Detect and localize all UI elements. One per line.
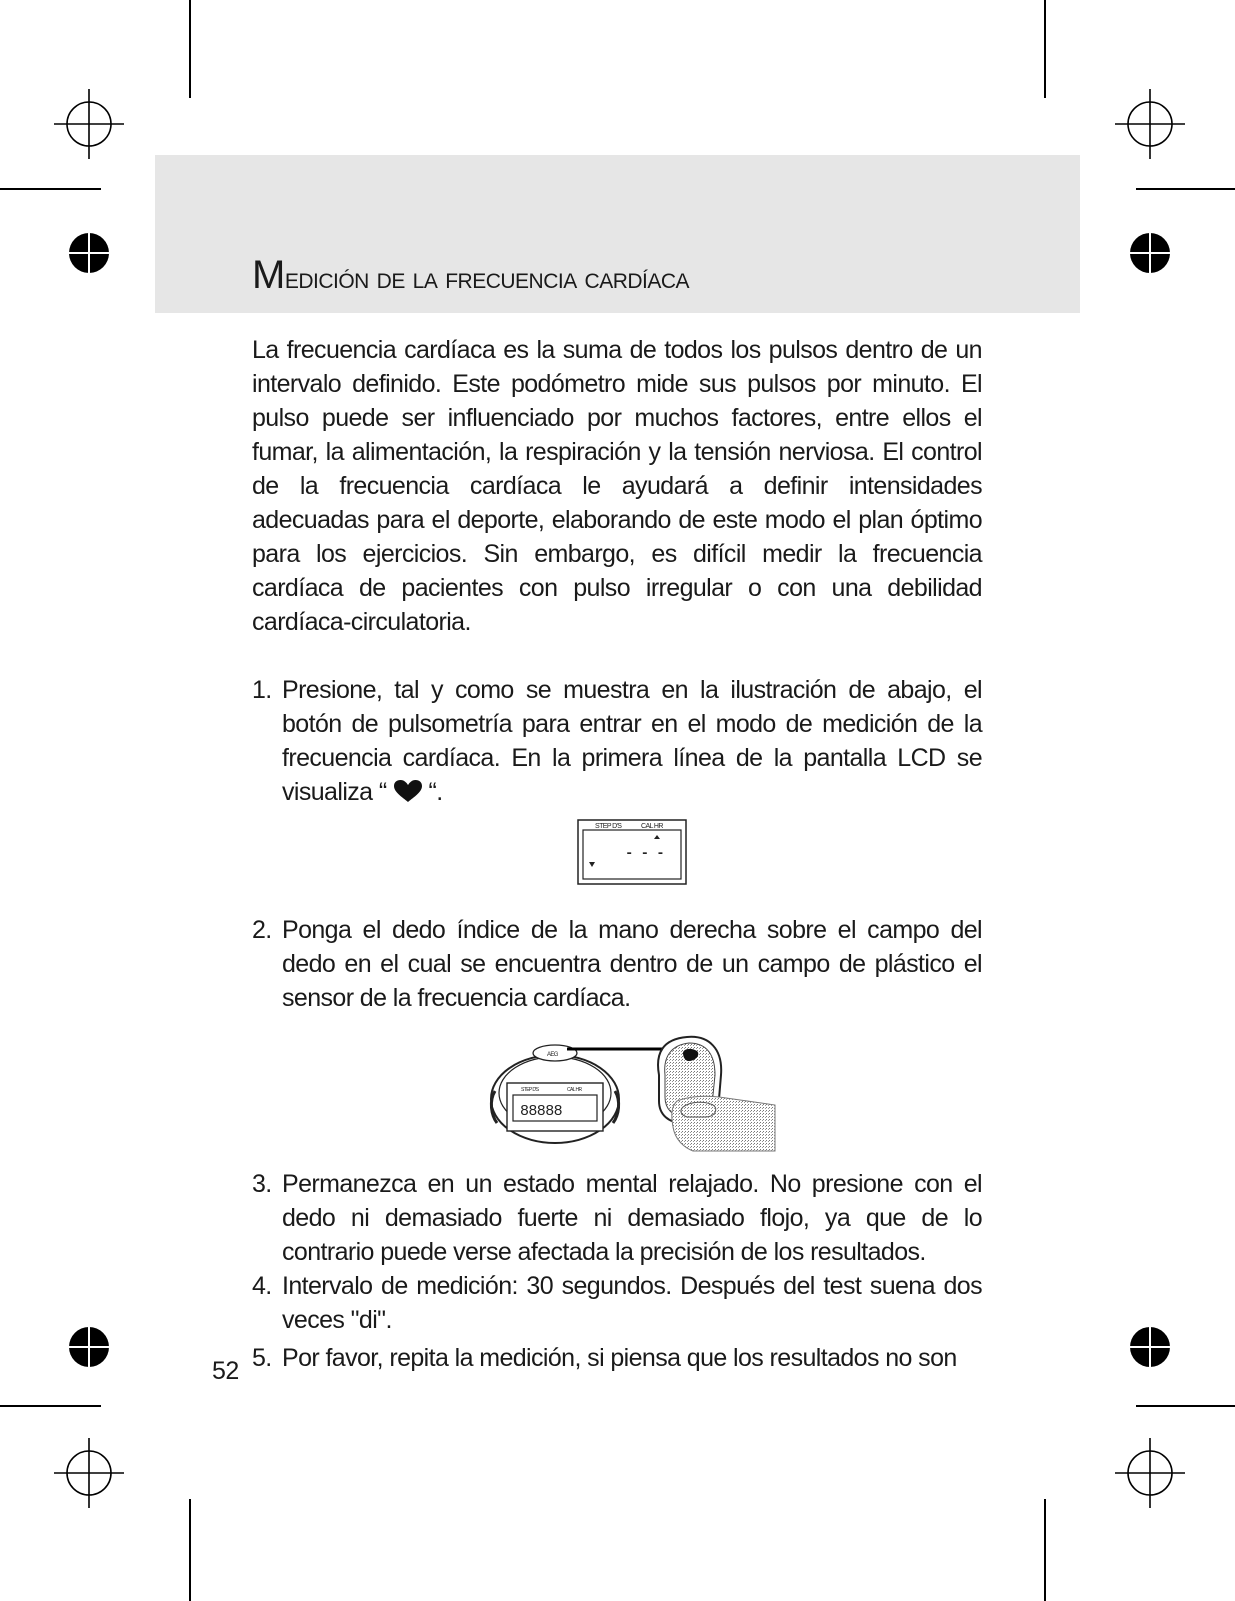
registration-dot-icon [68, 1326, 110, 1368]
registration-dot-icon [1129, 1326, 1171, 1368]
intro-paragraph: La frecuencia cardíaca es la suma de todos los pulsos dentro de un intervalo definido. Este podómetro mide sus pulsos por minuto. El pulso puede ser influenciado por muchos factores, entre ellos el fumar, la alimentación, la respiración y la tensión nerviosa. El control de la frecuencia cardíaca le ayudará a definir intensidades adecuadas para el deporte, elaborando de este modo el plan óptimo para los ejercicios. Sin embargo, es difícil medir la frecuencia cardíaca de pacientes con pulso irregular o con una debilidad cardíaca-circulatoria. [252, 336, 982, 636]
step-number: 3. [252, 1170, 272, 1198]
crop-mark [1044, 1499, 1046, 1601]
lcd-reading: - - - [625, 846, 665, 862]
crop-mark [1044, 0, 1046, 98]
device-brand: AEG [547, 1052, 558, 1058]
crop-mark [0, 1405, 101, 1407]
crop-mark [189, 0, 191, 98]
step-text: Ponga el dedo índice de la mano derecha sobre el campo del dedo en el cual se encuentra dentro de un campo de plástico el sensor de la frecuencia cardíaca. [282, 916, 982, 1012]
step-text: Permanezca en un estado mental relajado. No presione con el dedo ni demasiado fuerte ni demasiado flojo, ya que de lo contrario puede verse afectada la precisión de los resultados. [282, 1170, 982, 1266]
step-text: Presione, tal y como se muestra en la ilustración de abajo, el botón de pulsometría para entrar en el modo de medición de la frecuencia cardíaca. En la primera línea de la pantalla LCD se visualiza “ [282, 676, 982, 806]
crop-mark [1136, 1405, 1235, 1407]
title-initial: M [252, 253, 285, 297]
crop-mark [0, 188, 101, 190]
step-number: 4. [252, 1272, 272, 1300]
crosshair-registration-icon [54, 1438, 124, 1508]
steps-list [252, 673, 982, 1375]
step-number: 5. [252, 1344, 272, 1372]
lcd-display-figure [577, 819, 687, 885]
title-text: edición de la frecuencia cardíaca [284, 262, 690, 295]
lcd-label-left: STEP D'S [595, 823, 622, 830]
step-number: 1. [252, 676, 272, 704]
step-text: Intervalo de medición: 30 segundos. Después del test suena dos veces "di". [282, 1272, 982, 1334]
registration-dot-icon [68, 232, 110, 274]
step-text: Por favor, repita la medición, si piensa que los resultados no son [282, 1344, 957, 1372]
step-item [252, 1269, 982, 1337]
device-label-left: STEP D'S [521, 1087, 539, 1093]
page-title [252, 253, 689, 298]
step-item [252, 1341, 982, 1375]
heart-icon [393, 779, 423, 803]
step-item [252, 913, 982, 1153]
step-item [252, 1167, 982, 1269]
lcd-label-right: CAL HR [641, 823, 663, 830]
crosshair-registration-icon [54, 89, 124, 159]
device-display: 88888 [520, 1103, 563, 1120]
step-item [252, 673, 982, 885]
page-number: 52 [212, 1357, 239, 1385]
pedometer-finger-sensor-figure [487, 1035, 777, 1153]
device-label-right: CAL HR [567, 1087, 582, 1093]
crosshair-registration-icon [1115, 89, 1185, 159]
crosshair-registration-icon [1115, 1438, 1185, 1508]
registration-dot-icon [1129, 232, 1171, 274]
step-number: 2. [252, 916, 272, 944]
crop-mark [189, 1499, 191, 1601]
crop-mark [1136, 188, 1235, 190]
content-body [252, 333, 982, 1375]
step-text-suffix: “. [428, 778, 443, 806]
